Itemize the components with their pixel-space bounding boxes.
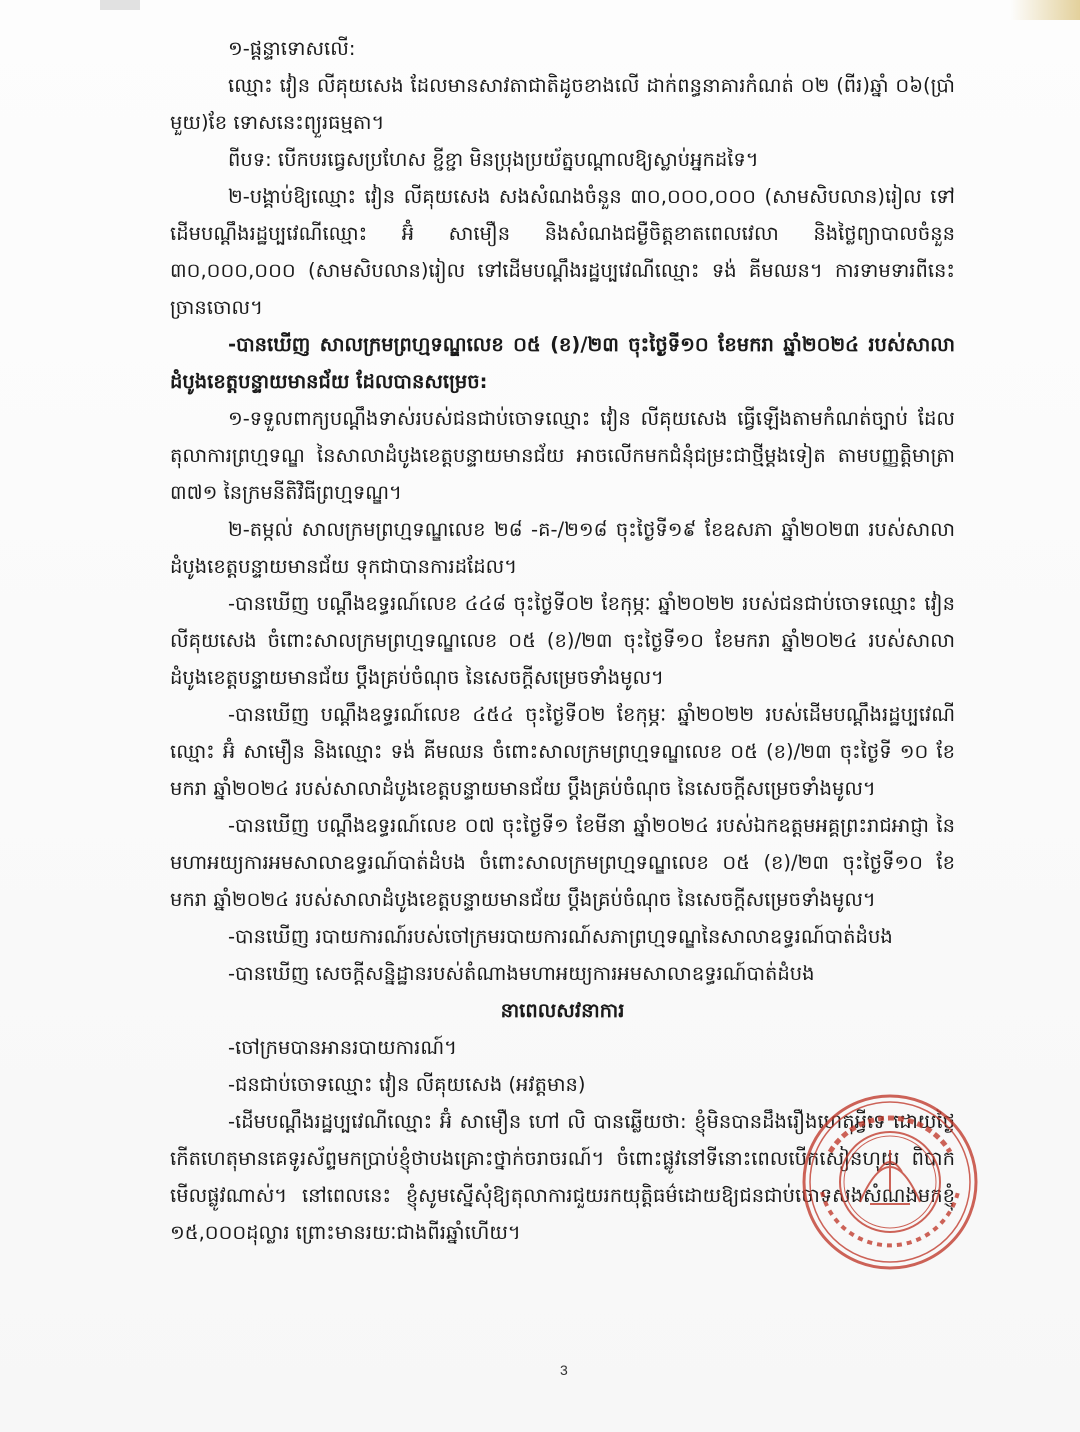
scan-artifact <box>100 0 140 10</box>
paragraph: -បានឃើញ របាយការណ៍របស់ចៅក្រមរបាយការណ៍សភាព្រហ្មទណ្ឌនៃសាលាឧទ្ធរណ៍បាត់ដំបង <box>228 925 893 948</box>
paragraph: -ជនជាប់ចោទឈ្មោះ វៀន លីគុយសេង (អវត្តមាន) <box>228 1073 586 1096</box>
paragraph: -ដើមបណ្តឹងរដ្ឋប្បវេណីឈ្មោះ អ៊ំ សាមឿន ហៅ លិ បានឆ្លើយថា: ខ្ញុំមិនបានដឹងរឿងហេតុអ្វីទេ ដោយថ្ងៃកើតហេតុមានគេទូរស័ព្ទមកប្រាប់ខ្ញុំថាបងគ្រោះថ្នាក់ចរាចរណ៍។ ចំពោះផ្លូវនៅទីនោះពេលបើកសៀនហុយ ពិបាកមើលផ្លូវណាស់។ នៅពេលនេះ ខ្ញុំសូមស្នើសុំឱ្យតុលាការជួយរកយុត្តិធម៌ដោយឱ្យជនជាប់ចោទសងសំណងមកខ្ញុំ ១៥,០០០ដុល្លារ ព្រោះមានរយៈជាងពីរឆ្នាំហើយ។ <box>170 1110 955 1244</box>
paragraph: -បានឃើញ សាលក្រមព្រហ្មទណ្ឌលេខ ០៥ (ខ)/២៣ ចុះថ្ងៃទី១០ ខែមករា ឆ្នាំ២០២៤ របស់សាលាដំបូងខេត្តបន្ទាយមានជ័យ ដែលបានសម្រេច: <box>170 333 955 393</box>
paragraph: -បានឃើញ បណ្តឹងឧទ្ធរណ៍លេខ ៤៥៤ ចុះថ្ងៃទី០២ ខែកុម្ភៈ ឆ្នាំ២០២២ របស់ដើមបណ្តឹងរដ្ឋប្បវេណីឈ្មោះ អ៊ំ សាមឿន និងឈ្មោះ ទង់ គីមឈន ចំពោះសាលក្រមព្រហ្មទណ្ឌលេខ ០៥ (ខ)/២៣ ចុះថ្ងៃទី ១០ ខែមករា ឆ្នាំ២០២៤ របស់សាលាដំបូងខេត្តបន្ទាយមានជ័យ ប្តឹងគ្រប់ចំណុច នៃសេចក្តីសម្រេចទាំងមូល។ <box>170 703 955 800</box>
paragraph: ឈ្មោះ វៀន លីគុយសេង ដែលមានសាវតាជាតិដូចខាងលើ ដាក់ពន្ធនាគារកំណត់ ០២ (ពីរ)ឆ្នាំ ០៦(ប្រាំមួយ)ខែ ទោសនេះព្យួរធម្មតា។ <box>170 74 955 134</box>
page-number: 3 <box>560 1362 568 1378</box>
paragraph: ១-ផ្តន្ទាទោសលើ: <box>228 37 356 60</box>
paragraph: ២-តម្កល់ សាលក្រមព្រហ្មទណ្ឌលេខ ២៨ -គ-/២១៨ ចុះថ្ងៃទី១៩ ខែឧសភា ឆ្នាំ២០២៣ របស់សាលាដំបូងខេត្តបន្ទាយមានជ័យ ទុកជាបានការដដែល។ <box>170 518 955 578</box>
paragraph: ពីបទ: បើកបរធ្វេសប្រហែស ខ្ជីខ្ជា មិនប្រុងប្រយ័ត្នបណ្តាលឱ្យស្លាប់អ្នកដទៃ។ <box>228 148 759 171</box>
paragraph: -ចៅក្រមបានអានរបាយការណ៍។ <box>228 1036 457 1059</box>
section-heading: នាពេលសវនាការ <box>500 999 625 1022</box>
scan-artifact <box>1010 0 1080 20</box>
paragraph: -បានឃើញ បណ្តឹងឧទ្ធរណ៍លេខ ០៧ ចុះថ្ងៃទី១ ខែមីនា ឆ្នាំ២០២៤ របស់ឯកឧត្តមអគ្គព្រះរាជអាជ្ញា នៃមហាអយ្យការអមសាលាឧទ្ធរណ៍បាត់ដំបង ចំពោះសាលក្រមព្រហ្មទណ្ឌលេខ ០៥ (ខ)/២៣ ចុះថ្ងៃទី១០ ខែមករា ឆ្នាំ២០២៤ របស់សាលាដំបូងខេត្តបន្ទាយមានជ័យ ប្តឹងគ្រប់ចំណុច នៃសេចក្តីសម្រេចទាំងមូល។ <box>170 814 955 911</box>
document-body <box>170 30 955 1251</box>
paragraph: ១-ទទួលពាក្យបណ្តឹងទាស់របស់ជនជាប់ចោទឈ្មោះ វៀន លីគុយសេង ធ្វើឡើងតាមកំណត់ច្បាប់ ដែលតុលាការព្រហ្មទណ្ឌ នៃសាលាដំបូងខេត្តបន្ទាយមានជ័យ អាចលើកមកជំនុំជម្រះជាថ្មីម្តងទៀត តាមបញ្ញត្តិមាត្រា ៣៧១ នៃក្រមនីតិវិធីព្រហ្មទណ្ឌ។ <box>170 407 955 504</box>
paragraph: -បានឃើញ សេចក្តីសន្និដ្ឋានរបស់តំណាងមហាអយ្យការអមសាលាឧទ្ធរណ៍បាត់ដំបង <box>228 962 815 985</box>
court-seal <box>800 1092 980 1272</box>
paragraph: -បានឃើញ បណ្តឹងឧទ្ធរណ៍លេខ ៤៤៨ ចុះថ្ងៃទី០២ ខែកុម្ភៈ ឆ្នាំ២០២២ របស់ជនជាប់ចោទឈ្មោះ វៀន លីគុយសេង ចំពោះសាលក្រមព្រហ្មទណ្ឌលេខ ០៥ (ខ)/២៣ ចុះថ្ងៃទី១០ ខែមករា ឆ្នាំ២០២៤ របស់សាលាដំបូងខេត្តបន្ទាយមានជ័យ ប្តឹងគ្រប់ចំណុច នៃសេចក្តីសម្រេចទាំងមូល។ <box>170 592 955 689</box>
paragraph: ២-បង្គាប់ឱ្យឈ្មោះ វៀន លីគុយសេង សងសំណងចំនួន ៣០,០០០,០០០ (សាមសិបលាន)រៀល ទៅដើមបណ្តឹងរដ្ឋប្បវេណីឈ្មោះ អ៊ំ សាមឿន និងសំណងជម្ងឺចិត្តខាតពេលវេលា និងថ្លៃព្យាបាលចំនួន ៣០,០០០,០០០ (សាមសិបលាន)រៀល ទៅដើមបណ្តឹងរដ្ឋប្បវេណីឈ្មោះ ទង់ គីមឈន។ ការទាមទារពីនេះច្រានចោល។ <box>170 185 955 319</box>
